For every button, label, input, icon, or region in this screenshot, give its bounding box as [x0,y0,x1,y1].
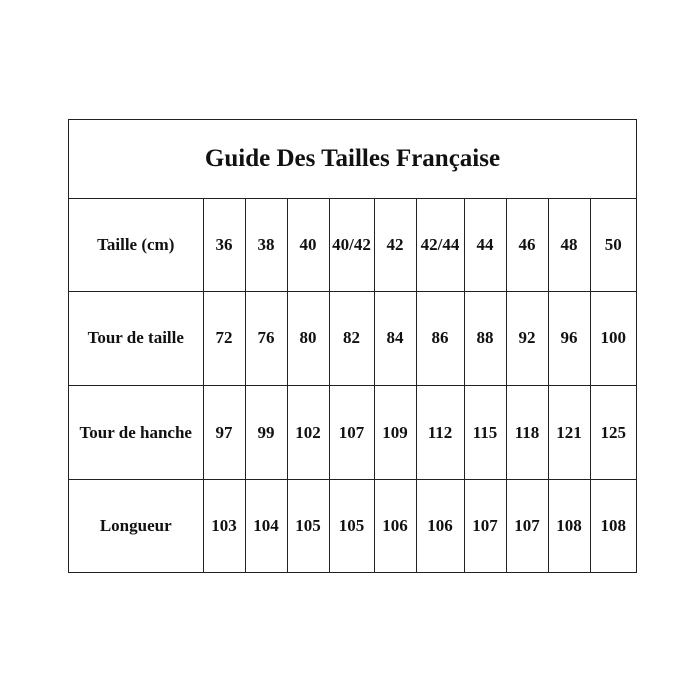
length-cell: 108 [590,480,636,572]
size-cell: 48 [548,199,590,291]
length-cell: 107 [506,480,548,572]
length-cell: 103 [203,480,245,572]
hip-cell: 107 [329,385,374,479]
length-cell: 106 [416,480,464,572]
size-cell: 46 [506,199,548,291]
hip-cell: 109 [374,385,416,479]
hip-cell: 115 [464,385,506,479]
size-table [69,199,636,572]
hip-cell: 112 [416,385,464,479]
size-guide [68,119,637,573]
waist-cell: 96 [548,291,590,385]
length-cell: 106 [374,480,416,572]
waist-cell: 82 [329,291,374,385]
size-cell: 50 [590,199,636,291]
length-cell: 104 [245,480,287,572]
hip-cell: 118 [506,385,548,479]
row-label: Longueur [69,480,203,572]
row-longueur [69,480,636,572]
row-label: Tour de hanche [69,385,203,479]
size-cell: 36 [203,199,245,291]
waist-cell: 76 [245,291,287,385]
length-cell: 105 [329,480,374,572]
length-cell: 108 [548,480,590,572]
waist-cell: 100 [590,291,636,385]
size-cell: 44 [464,199,506,291]
row-label: Tour de taille [69,291,203,385]
length-cell: 105 [287,480,329,572]
length-cell: 107 [464,480,506,572]
size-cell: 38 [245,199,287,291]
row-tour-de-taille [69,291,636,385]
hip-cell: 125 [590,385,636,479]
waist-cell: 72 [203,291,245,385]
row-taille [69,199,636,291]
size-cell: 40/42 [329,199,374,291]
hip-cell: 102 [287,385,329,479]
hip-cell: 97 [203,385,245,479]
row-tour-de-hanche [69,385,636,479]
size-cell: 42/44 [416,199,464,291]
size-cell: 42 [374,199,416,291]
waist-cell: 80 [287,291,329,385]
size-cell: 40 [287,199,329,291]
row-label: Taille (cm) [69,199,203,291]
waist-cell: 84 [374,291,416,385]
guide-title: Guide Des Tailles Française [69,120,636,199]
waist-cell: 92 [506,291,548,385]
waist-cell: 86 [416,291,464,385]
hip-cell: 99 [245,385,287,479]
hip-cell: 121 [548,385,590,479]
waist-cell: 88 [464,291,506,385]
